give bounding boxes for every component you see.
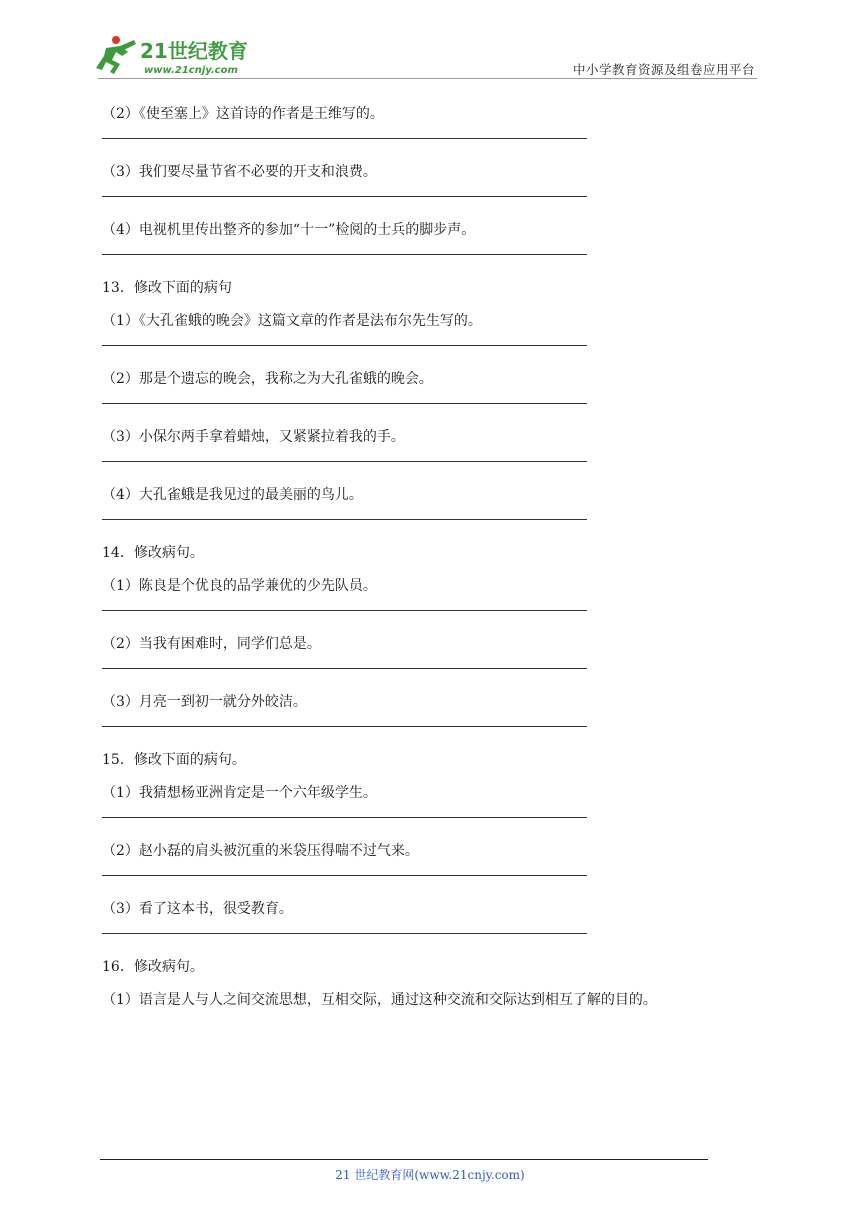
question-item: （3）月亮一到初一就分外皎洁。	[102, 694, 307, 710]
answer-line[interactable]	[102, 610, 587, 611]
question-title: 13．修改下面的病句	[102, 280, 232, 296]
question-title: 14．修改病句。	[102, 545, 204, 561]
question-item: （2）赵小磊的肩头被沉重的米袋压得喘不过气来。	[102, 843, 419, 859]
question-item: （2）那是个遗忘的晚会，我称之为大孔雀蛾的晚会。	[102, 371, 433, 387]
question-title: 15．修改下面的病句。	[102, 752, 246, 768]
worksheet-body	[102, 104, 712, 1010]
logo-url-text: www.21cnjy.com	[144, 65, 238, 76]
answer-line[interactable]	[102, 345, 587, 346]
question-item: （3）小保尔两手拿着蜡烛，又紧紧拉着我的手。	[102, 429, 405, 445]
header-divider	[98, 78, 757, 79]
question-item: （4）大孔雀蛾是我见过的最美丽的鸟儿。	[102, 487, 363, 503]
question-title: 16．修改病句。	[102, 959, 204, 975]
question-item: （2）当我有困难时，同学们总是。	[102, 636, 321, 652]
page-header	[0, 0, 860, 80]
question-item: （1）语言是人与人之间交流思想，互相交际，通过这种交流和交际达到相互了解的目的。	[102, 992, 657, 1008]
answer-line[interactable]	[102, 875, 587, 876]
answer-line[interactable]	[102, 726, 587, 727]
question-item: （4）电视机里传出整齐的参加“十一”检阅的士兵的脚步声。	[102, 222, 476, 238]
question-item: （2）《使至塞上》这首诗的作者是王维写的。	[102, 106, 384, 122]
answer-line[interactable]	[102, 254, 587, 255]
answer-line[interactable]	[102, 196, 587, 197]
answer-line[interactable]	[102, 519, 587, 520]
answer-line[interactable]	[102, 403, 587, 404]
footer-link[interactable]: 21 世纪教育网(www.21cnjy.com)	[335, 1168, 525, 1182]
logo-main-text: 21世纪教育	[140, 39, 248, 63]
question-item: （1）《大孔雀蛾的晚会》这篇文章的作者是法布尔先生写的。	[102, 313, 482, 329]
answer-line[interactable]	[102, 933, 587, 934]
answer-line[interactable]	[102, 138, 587, 139]
header-tagline: 中小学教育资源及组卷应用平台	[572, 62, 755, 77]
question-item: （3）看了这本书，很受教育。	[102, 901, 293, 917]
question-item: （1）陈良是个优良的品学兼优的少先队员。	[102, 578, 377, 594]
answer-line[interactable]	[102, 461, 587, 462]
question-item: （1）我猜想杨亚洲肯定是一个六年级学生。	[102, 785, 377, 801]
runner-logo-icon	[94, 34, 264, 78]
site-logo	[94, 34, 264, 78]
question-item: （3）我们要尽量节省不必要的开支和浪费。	[102, 164, 377, 180]
answer-line[interactable]	[102, 668, 587, 669]
answer-line[interactable]	[102, 817, 587, 818]
footer-divider	[100, 1159, 708, 1160]
